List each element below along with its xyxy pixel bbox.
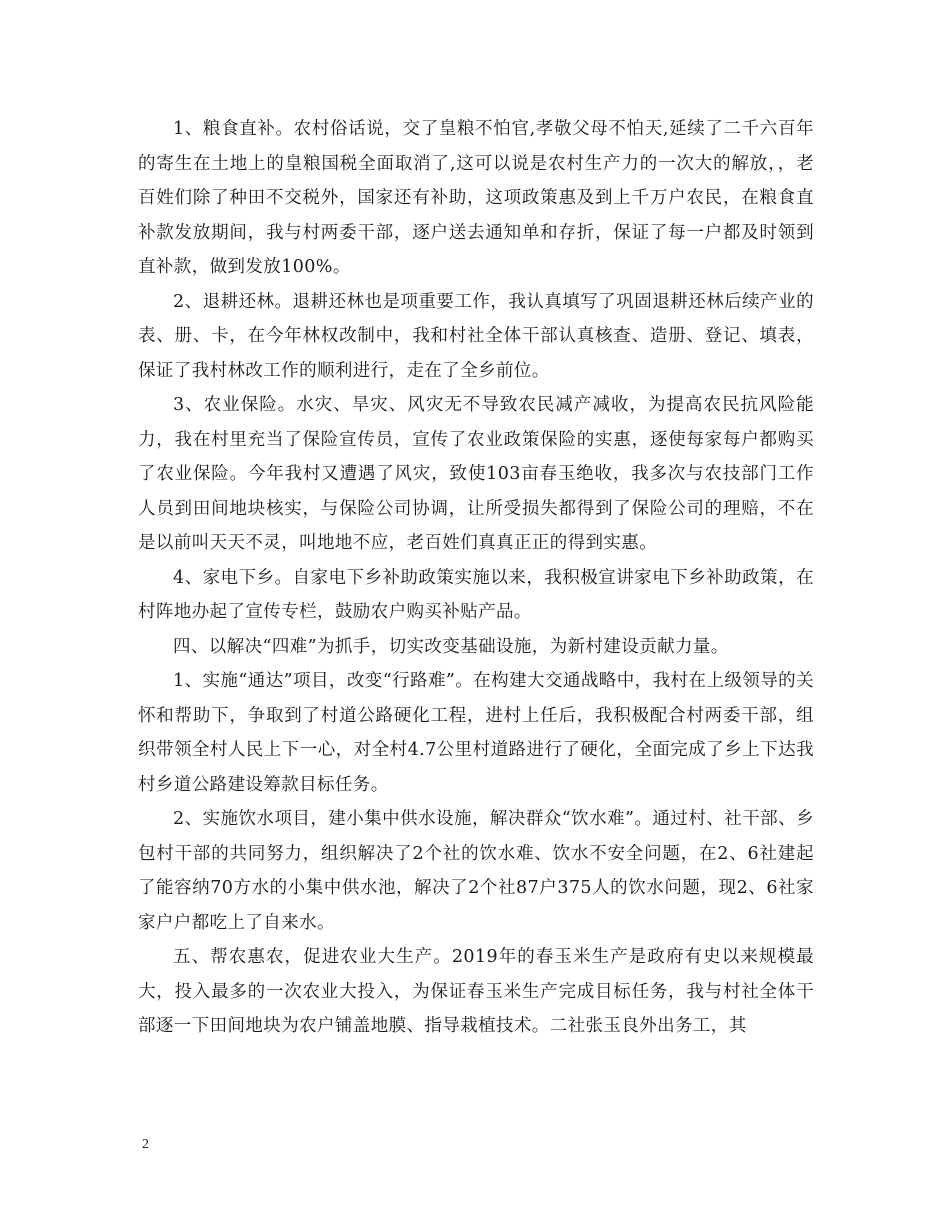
paragraph-road-project: 1、实施“通达”项目，改变“行路难”。在构建大交通战略中，我村在上级领导的关怀和帮助下，争取到了村道公路硬化工程，进村上任后，我积极配合村两委干部，组织带领全村人民上下一心，对全村4.7公里村道路进行了硬化，全面完成了乡上下达我村乡道公路建设筹款目标任务。 — [138, 671, 814, 795]
document-body — [138, 112, 814, 1044]
page-number: 2 — [142, 1137, 149, 1152]
paragraph-appliances-to-countryside: 4、家电下乡。自家电下乡补助政策实施以来，我积极宣讲家电下乡补助政策，在村阵地办起了宣传专栏，鼓励农户购买补贴产品。 — [138, 567, 814, 622]
paragraph-grain-subsidy: 1、粮食直补。农村俗话说，交了皇粮不怕官,孝敬父母不怕天,延续了二千六百年的寄生在土地上的皇粮国税全面取消了,这可以说是农村生产力的一次大的解放，，老百姓们除了种田不交税外，国家还有补助，这项政策惠及到上千万户农民，在粮食直补款发放期间，我与村两委干部，逐户送去通知单和存折，保证了每一户都及时领到直补款，做到发放100%。 — [138, 119, 814, 277]
paragraph-water-project: 2、实施饮水项目，建小集中供水设施，解决群众“饮水难”。通过村、社干部、乡包村干部的共同努力，组织解决了2个社的饮水难、饮水不安全问题，在2、6社建起了能容纳70方水的小集中供水池，解决了2个社87户375人的饮水问题，现2、6社家家户户都吃上了自来水。 — [138, 809, 814, 933]
paragraph-reforestation: 2、退耕还林。退耕还林也是项重要工作，我认真填写了巩固退耕还林后续产业的表、册、卡，在今年林权改制中，我和村社全体干部认真核查、造册、登记、填表，保证了我村林改工作的顺利进行，走在了全乡前位。 — [138, 291, 814, 381]
paragraph-help-farmers: 五、帮农惠农，促进农业大生产。2019年的春玉米生产是政府有史以来规模最大，投入最多的一次农业大投入，为保证春玉米生产完成目标任务，我与村社全体干部逐一下田间地块为农户铺盖地膜、指导栽植技术。二社张玉良外出务工，其 — [138, 947, 814, 1036]
paragraph-agricultural-insurance: 3、农业保险。水灾、旱灾、风灾无不导致农民减产减收，为提高农民抗风险能力，我在村里充当了保险宣传员，宣传了农业政策保险的实惠，逐使每家每户都购买了农业保险。今年我村又遭遇了风灾，致使103亩春玉绝收，我多次与农技部门工作人员到田间地块核实，与保险公司协调，让所受损失都得到了保险公司的理赔，不在是以前叫天天不灵，叫地地不应，老百姓们真真正正的得到实惠。 — [138, 395, 814, 553]
section-heading-four-difficulties: 四、以解决“四难”为抓手，切实改变基础设施，为新村建设贡献力量。 — [173, 636, 729, 657]
